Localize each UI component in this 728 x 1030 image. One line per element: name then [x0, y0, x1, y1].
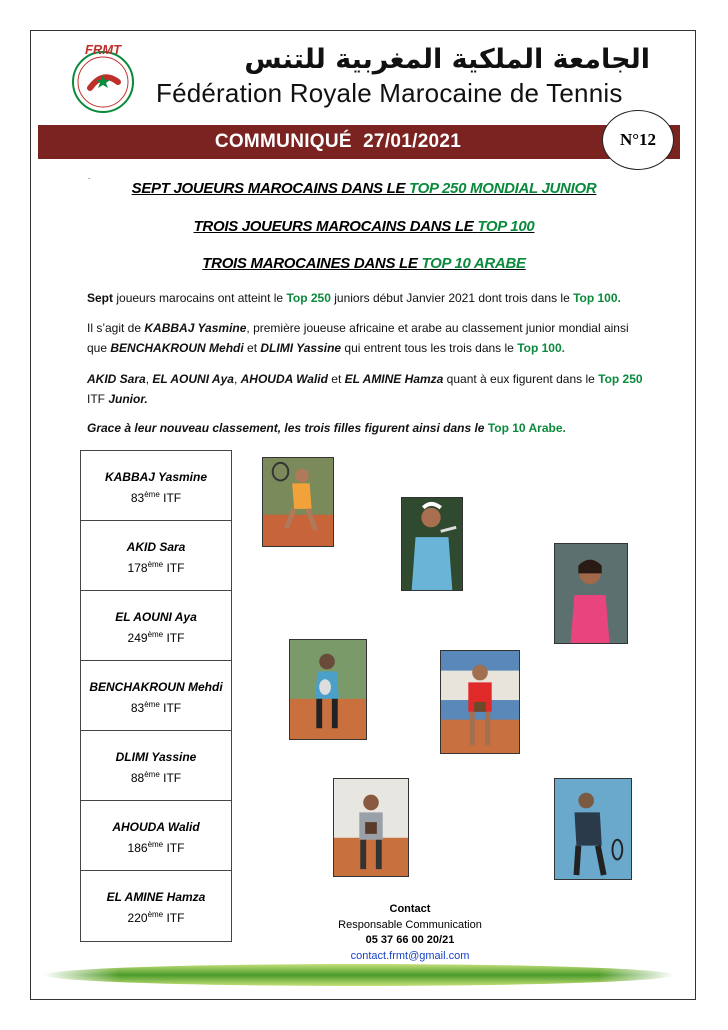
ranking-row	[81, 731, 231, 801]
p1-s5: Top 100.	[573, 291, 621, 305]
ranking-row	[81, 521, 231, 591]
p3-s10: ITF	[87, 392, 109, 406]
ranking-row	[81, 661, 231, 731]
ranking-row	[81, 871, 231, 941]
player-rank: 83ème ITF	[130, 490, 182, 505]
contact-title: Contact	[389, 903, 431, 915]
player-name: EL AMINE Hamza	[106, 890, 206, 904]
p1-s3: Top 250	[286, 291, 331, 305]
grass-decoration	[44, 962, 674, 988]
player-name: DLIMI Yassine	[115, 750, 197, 764]
french-title: Fédération Royale Marocaine de Tennis	[156, 78, 623, 108]
headline-1-highlight: TOP 250 MONDIAL JUNIOR	[409, 180, 597, 197]
p3-s9: Top 250	[598, 372, 643, 386]
p2-s8: Top 100.	[517, 341, 565, 355]
p4-s2: Top 10 Arabe.	[487, 421, 566, 435]
communique-number-badge: N°12	[602, 110, 674, 170]
player-photo	[289, 639, 367, 740]
headline-3-highlight: TOP 10 ARABE	[421, 255, 526, 272]
p3-s3: EL AOUNI Aya	[152, 372, 234, 386]
p3-s7: EL AMINE Hamza	[344, 372, 444, 386]
player-name: AKID Sara	[126, 540, 186, 554]
banner-label: COMMUNIQUÉ	[214, 131, 352, 152]
player-name: KABBAJ Yasmine	[104, 470, 208, 484]
player-rank: 186ème ITF	[127, 840, 185, 855]
banner-text	[38, 125, 638, 159]
p3-s5: AHOUDA Walid	[240, 372, 328, 386]
player-rank: 178ème ITF	[127, 560, 185, 575]
contact-phone: 05 37 66 00 20/21	[365, 934, 455, 946]
p2-s6: DLIMI Yassine	[260, 341, 342, 355]
p3-s1: AKID Sara	[87, 372, 146, 386]
paragraph-1	[87, 288, 647, 308]
communique-banner	[38, 125, 680, 159]
headline-3	[40, 255, 688, 272]
player-name: AHOUDA Walid	[112, 820, 200, 834]
player-rank: 83ème ITF	[130, 700, 182, 715]
p2-s3: , première joueuse africaine et arabe au classement junior mondial ainsi que	[87, 321, 629, 355]
frmt-logo	[66, 42, 140, 116]
p3-s2: ,	[145, 372, 153, 386]
headline-1	[40, 180, 688, 197]
paragraph-3	[87, 369, 647, 409]
player-rank: 249ème ITF	[127, 630, 185, 645]
player-photo	[262, 457, 334, 547]
contact-email-link[interactable]: contact.frmt@gmail.com	[350, 949, 470, 962]
player-rank: 88ème ITF	[130, 770, 182, 785]
p3-s4: ,	[233, 372, 241, 386]
rankings-table	[80, 450, 232, 942]
ranking-row	[81, 801, 231, 871]
p1-s2: joueurs marocains ont atteint le	[113, 291, 287, 305]
player-photo	[440, 650, 520, 754]
headline-2-text: TROIS JOUEURS MAROCAINS DANS LE	[193, 218, 478, 235]
player-name: EL AOUNI Aya	[115, 610, 197, 624]
player-photo	[554, 778, 632, 880]
p2-s5: et	[243, 341, 261, 355]
headline-2	[40, 218, 688, 235]
p2-s7: qui entrent tous les trois dans le	[341, 341, 518, 355]
p2-s1: Il s’agit de	[87, 321, 145, 335]
p3-s6: et	[327, 372, 345, 386]
p2-s4: BENCHAKROUN Mehdi	[110, 341, 244, 355]
headline-2-highlight: TOP 100	[477, 218, 535, 235]
paragraph-4	[87, 418, 647, 438]
player-photo	[401, 497, 463, 591]
p3-s8: quant à eux figurent dans le	[443, 372, 599, 386]
p1-s1: Sept	[87, 291, 114, 305]
arabic-title: الجامعة الملكية المغربية للتنس	[244, 44, 650, 75]
p3-s11: Junior.	[108, 392, 148, 406]
ranking-row	[81, 591, 231, 661]
p4-s1: Grace à leur nouveau classement, les trois filles figurent ainsi dans le	[87, 421, 488, 435]
p2-s2: KABBAJ Yasmine	[144, 321, 247, 335]
player-photo	[333, 778, 409, 877]
player-name: BENCHAKROUN Mehdi	[89, 680, 223, 694]
headline-1-text: SEPT JOUEURS MAROCAINS DANS LE	[131, 180, 410, 197]
contact-block	[330, 902, 490, 964]
banner-date: 27/01/2021	[363, 131, 462, 152]
paragraph-2	[87, 318, 647, 358]
logo-text: FRMT	[84, 42, 122, 57]
small-dot: .	[88, 172, 91, 181]
contact-role: Responsable Communication	[338, 918, 482, 931]
player-photo	[554, 543, 628, 644]
player-rank: 220ème ITF	[127, 910, 185, 925]
headline-3-text: TROIS MAROCAINES DANS LE	[202, 255, 422, 272]
ranking-row	[81, 451, 231, 521]
p1-s4: juniors début Janvier 2021 dont trois dans le	[330, 291, 574, 305]
